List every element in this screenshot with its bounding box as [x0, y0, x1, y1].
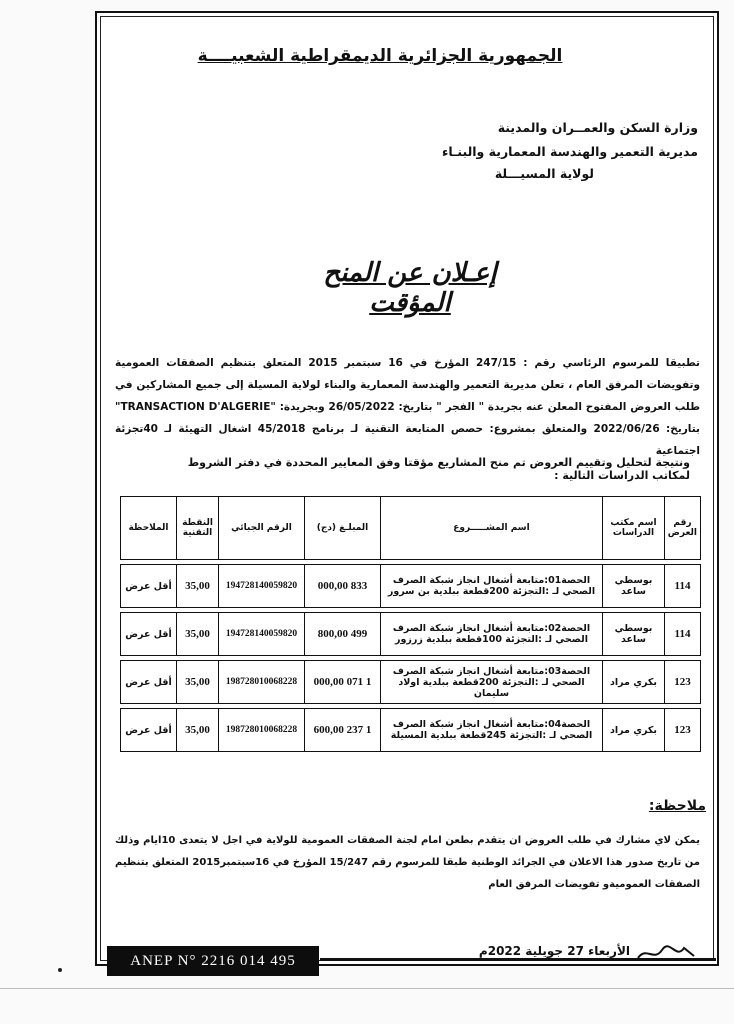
- header-technical-score: النقطة التقنية: [177, 497, 219, 560]
- tax-number-cell: 194728140059820: [219, 565, 305, 608]
- remark-cell: أقل عرض: [121, 709, 177, 752]
- office-name-cell: بوسطي ساعد: [603, 613, 665, 656]
- table-row: [121, 661, 701, 704]
- ministry-line: وزارة السكن والعمــران والمدينة: [497, 120, 698, 135]
- directorate-line: مديرية التعمير والهندسة المعمارية والبنـاء: [442, 144, 698, 159]
- project-name-cell: الحصة04:متابعة أشغال انجاز شبكة الصرف الصحي لـ :التجزئة 245قطعة ببلدية المسيلة: [381, 709, 603, 752]
- anep-reference-badge: ANEP N° 2216 014 495: [107, 946, 319, 976]
- table-row: [121, 709, 701, 752]
- table-row: [121, 613, 701, 656]
- note-paragraph: يمكن لاي مشارك في طلب العروض ان يتقدم بطعن امام لجنة الصفقات العمومية للولاية في اجل لا يتعدى 10ايام وذلك من تاريخ صدور هذا الاعلان في الجرائد الوطنية طبقا للمرسوم رقم 15/247 المؤرخ في 16سبتمبر2015 المتعلق بتنظيم الصفقات العموميةو تفويضات المرفق العام: [115, 835, 700, 890]
- bid-number-cell: 114: [665, 565, 701, 608]
- bid-number-cell: 114: [665, 613, 701, 656]
- wilaya-line: لولاية المسيـــلة: [494, 166, 594, 181]
- table-header-row: [121, 497, 701, 560]
- publication-date: الأربعاء 27 جويلية 2022م: [478, 944, 630, 958]
- note-title: ملاحظة:: [648, 798, 706, 814]
- header-project-name: اسم المشـــــروع: [381, 497, 603, 560]
- table-row: [121, 565, 701, 608]
- tax-number-cell: 198728010068228: [219, 661, 305, 704]
- technical-score-cell: 35,00: [177, 613, 219, 656]
- signature-scribble: [636, 942, 696, 964]
- republic-heading: الجمهورية الجزائرية الديمقراطية الشعبيــــة: [197, 46, 563, 66]
- technical-score-cell: 35,00: [177, 661, 219, 704]
- amount-cell: 1 071 000,00: [305, 661, 381, 704]
- amount-cell: 499 800,00: [305, 613, 381, 656]
- intro-paragraph: تطبيقا للمرسوم الرئاسي رقم : 247/15 المؤرخ في 16 سبتمبر 2015 المتعلق بتنظيم الصفقات العمومية وتفويضات المرفق العام ، تعلن مديرية التعمير والهندسة المعمارية والبناء لولاية المسيلة إلى جميع المشاركين في طلب العروض المفتوح المعلن عنه بجريدة " الفجر " بتاريخ: 26/05/2022 وبجريدة: "TRANSACTION D'ALGERIE" بتاريخ: 2022/06/26 والمتعلق بمشروع: حصص المتابعة التقنية لـ برنامج 45/2018 اشغال التهيئة لـ 40تجزئة اجتماعية: [115, 357, 701, 457]
- header-office-name: اسم مكتب الدراسات: [603, 497, 665, 560]
- project-name-cell: الحصة02:متابعة أشغال انجاز شبكة الصرف الصحي لـ :التجزئة 100قطعة ببلدية زرزور: [381, 613, 603, 656]
- header-tax-number: الرقم الجبائي: [219, 497, 305, 560]
- technical-score-cell: 35,00: [177, 709, 219, 752]
- bid-number-cell: 123: [665, 709, 701, 752]
- office-name-cell: بكري مراد: [603, 709, 665, 752]
- amount-cell: 833 000,00: [305, 565, 381, 608]
- amount-cell: 1 237 600,00: [305, 709, 381, 752]
- page-bottom-rule: [0, 988, 734, 989]
- margin-mark: [58, 968, 62, 972]
- office-name-cell: بوسطي ساعد: [603, 565, 665, 608]
- office-name-cell: بكري مراد: [603, 661, 665, 704]
- project-name-cell: الحصة01:متابعة أشغال انجاز شبكة الصرف الصحي لـ :التجزئة 200قطعة ببلدية بن سرور: [381, 565, 603, 608]
- header-remark: الملاحظة: [121, 497, 177, 560]
- tax-number-cell: 198728010068228: [219, 709, 305, 752]
- project-name-cell: الحصة03:متابعة أشغال انجاز شبكة الصرف الصحي لـ :التجزئة 200قطعة ببلدية اولاد سليمان: [381, 661, 603, 704]
- result-statement: ونتيجة لتحليل وتقييم العروض تم منح المشاريع مؤقتا وفق المعايير المحددة في دفتر الشروط لمكاتب الدراسات التالية :: [187, 456, 690, 482]
- remark-cell: أقل عرض: [121, 613, 177, 656]
- remark-cell: أقل عرض: [121, 565, 177, 608]
- announcement-title: إعـلان عن المنح المؤقت: [323, 258, 497, 318]
- header-amount: المبلـغ (دج): [305, 497, 381, 560]
- remark-cell: أقل عرض: [121, 661, 177, 704]
- technical-score-cell: 35,00: [177, 565, 219, 608]
- tax-number-cell: 194728140059820: [219, 613, 305, 656]
- bid-number-cell: 123: [665, 661, 701, 704]
- awards-table: [120, 496, 701, 752]
- header-bid-number: رقم العرض: [665, 497, 701, 560]
